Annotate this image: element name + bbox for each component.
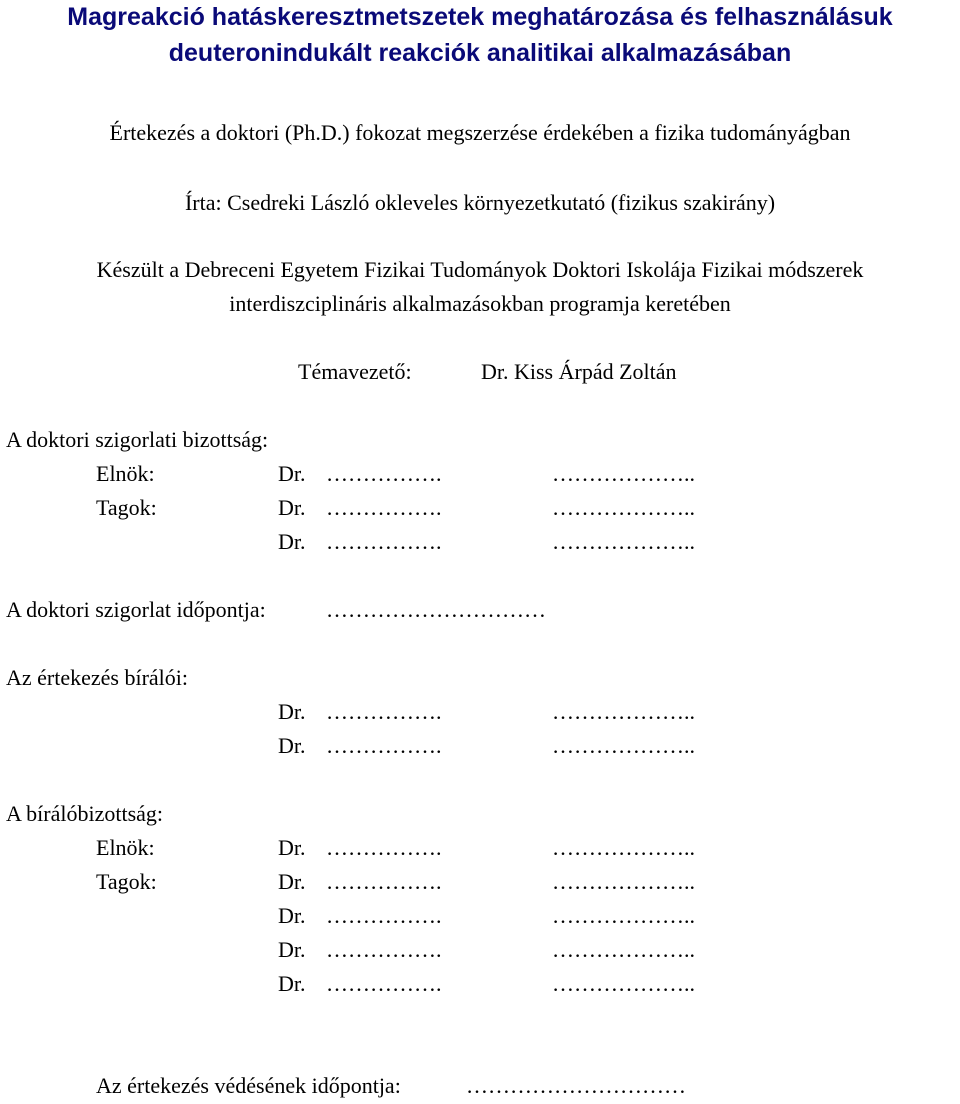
name-blank: ……………. [326, 495, 442, 520]
name-blank: ……………. [326, 529, 442, 554]
degree-statement: Értekezés a doktori (Ph.D.) fokozat megszerzése érdekében a fizika tudományágban [109, 120, 851, 145]
name-blank: ……………. [326, 869, 442, 894]
affiliation-blank: ……………….. [552, 495, 695, 520]
exam-chair-label: Elnök: [96, 461, 155, 486]
affiliation-blank: ……………….. [552, 835, 695, 860]
exam-date-label: A doktori szigorlat időpontja: [6, 597, 266, 622]
name-blank: ……………. [326, 733, 442, 758]
dr-prefix: Dr. [278, 903, 306, 928]
affiliation-blank: ……………….. [552, 529, 695, 554]
dr-prefix: Dr. [278, 869, 306, 894]
dr-prefix: Dr. [278, 495, 306, 520]
name-blank: ……………. [326, 903, 442, 928]
dr-prefix: Dr. [278, 733, 306, 758]
reviewers-heading: Az értekezés bírálói: [6, 665, 189, 690]
title-line-1: Magreakció hatáskeresztmetszetek meghatározása és felhasználásuk [67, 3, 893, 31]
affiliation-blank: ……………….. [552, 699, 695, 724]
review-chair-label: Elnök: [96, 835, 155, 860]
affiliation-blank: ……………….. [552, 461, 695, 486]
title-line-2: deuteronindukált reakciók analitikai alkalmazásában [168, 39, 792, 67]
program-line-2: interdiszciplináris alkalmazásokban programja keretében [229, 291, 731, 316]
affiliation-blank: ……………….. [552, 971, 695, 996]
dr-prefix: Dr. [278, 937, 306, 962]
review-committee-heading: A bírálóbizottság: [6, 801, 164, 826]
name-blank: ……………. [326, 937, 442, 962]
dr-prefix: Dr. [278, 461, 306, 486]
author-line: Írta: Csedreki László okleveles környezetkutató (fizikus szakirány) [184, 190, 776, 215]
dr-prefix: Dr. [278, 699, 306, 724]
defense-date-blank: ………………………… [466, 1073, 686, 1098]
dr-prefix: Dr. [278, 971, 306, 996]
defense-date-label: Az értekezés védésének időpontja: [96, 1073, 401, 1098]
supervisor-label: Témavezető: [298, 359, 412, 384]
dr-prefix: Dr. [278, 529, 306, 554]
program-line-1: Készült a Debreceni Egyetem Fizikai Tudományok Doktori Iskolája Fizikai módszerek [96, 257, 864, 282]
affiliation-blank: ……………….. [552, 869, 695, 894]
affiliation-blank: ……………….. [552, 937, 695, 962]
name-blank: ……………. [326, 699, 442, 724]
exam-date-blank: ………………………… [326, 597, 546, 622]
affiliation-blank: ……………….. [552, 903, 695, 928]
exam-committee-heading: A doktori szigorlati bizottság: [6, 427, 269, 452]
name-blank: ……………. [326, 971, 442, 996]
dr-prefix: Dr. [278, 835, 306, 860]
exam-members-label: Tagok: [96, 495, 157, 520]
name-blank: ……………. [326, 461, 442, 486]
supervisor-name: Dr. Kiss Árpád Zoltán [481, 359, 677, 384]
affiliation-blank: ……………….. [552, 733, 695, 758]
name-blank: ……………. [326, 835, 442, 860]
review-members-label: Tagok: [96, 869, 157, 894]
